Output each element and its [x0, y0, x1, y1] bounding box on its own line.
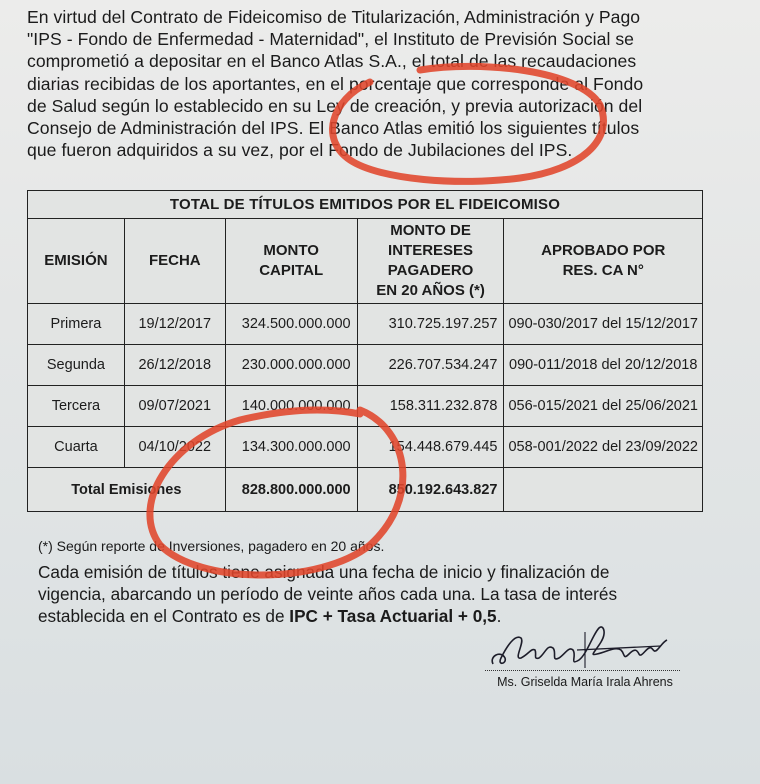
signature-block [485, 620, 685, 689]
closing-line: Cada emisión de títulos tiene asignada una fecha de inicio y finalización de [38, 562, 610, 582]
header-text: MONTO [263, 242, 319, 259]
closing-paragraph [38, 561, 728, 627]
cell-capital: 324.500.000.000 [225, 304, 357, 345]
cell-emision: Segunda [28, 345, 125, 386]
cell-emision: Cuarta [28, 427, 125, 468]
total-capital: 828.800.000.000 [225, 468, 357, 512]
handwritten-signature-icon [485, 620, 685, 672]
total-intereses: 850.192.643.827 [357, 468, 504, 512]
signature-line [485, 670, 680, 671]
table-total-row [28, 468, 703, 512]
intro-line: que fueron adquiridos a su vez, por el Fondo de Jubilaciones del IPS. [27, 140, 573, 161]
header-text: PAGADERO [387, 262, 474, 279]
header-fecha: FECHA [124, 219, 225, 304]
intro-line: En virtud del Contrato de Fideicomiso de Titularización, Administración y Pago [27, 7, 641, 27]
cell-capital: 230.000.000.000 [225, 345, 357, 386]
header-text: APROBADO POR [541, 242, 666, 259]
closing-line: vigencia, abarcando un período de veinte años cada una. La tasa de interés [38, 584, 618, 604]
header-text: INTERESES [388, 242, 474, 259]
cell-aprobado: 090-030/2017 del 15/12/2017 [504, 304, 703, 345]
total-label: Total Emisiones [28, 468, 226, 512]
intro-line: "IPS - Fondo de Enfermedad - Maternidad", el Instituto de Previsión Social se [27, 29, 635, 50]
cell-fecha: 09/07/2021 [124, 386, 225, 427]
cell-fecha: 26/12/2018 [124, 345, 225, 386]
cell-intereses: 310.725.197.257 [357, 304, 504, 345]
header-text: CAPITAL [259, 262, 324, 279]
table-row [28, 345, 703, 386]
interest-rate-formula: IPC + Tasa Actuarial + 0,5 [289, 606, 497, 626]
table-row [28, 304, 703, 345]
cell-intereses: 154.448.679.445 [357, 427, 504, 468]
closing-text: . [496, 606, 502, 626]
table-row [28, 427, 703, 468]
cell-aprobado: 090-011/2018 del 20/12/2018 [504, 345, 703, 386]
cell-intereses: 226.707.534.247 [357, 345, 504, 386]
cell-fecha: 19/12/2017 [124, 304, 225, 345]
table-row [28, 386, 703, 427]
footnote: (*) Según reporte de Inversiones, pagadero en 20 años. [38, 538, 385, 554]
header-text: RES. CA N° [562, 262, 644, 279]
intro-line: comprometió a depositar en el Banco Atlas S.A., el total de las recaudaciones [27, 51, 637, 72]
table-title: TOTAL DE TÍTULOS EMITIDOS POR EL FIDEICOMISO [28, 191, 703, 219]
cell-intereses: 158.311.232.878 [357, 386, 504, 427]
header-monto-intereses [357, 219, 504, 304]
header-text: EN 20 AÑOS (*) [376, 282, 485, 299]
cell-aprobado: 056-015/2021 del 25/06/2021 [504, 386, 703, 427]
header-emision: EMISIÓN [28, 219, 125, 304]
cell-fecha: 04/10/2022 [124, 427, 225, 468]
total-aprobado [504, 468, 703, 512]
signatory-name: Ms. Griselda María Irala Ahrens [497, 675, 673, 689]
cell-emision: Primera [28, 304, 125, 345]
header-text: MONTO DE [390, 222, 471, 239]
table-header-row [28, 219, 703, 304]
intro-paragraph [27, 6, 727, 161]
header-aprobado [504, 219, 703, 304]
table-title-row [28, 191, 703, 219]
cell-capital: 134.300.000.000 [225, 427, 357, 468]
cell-emision: Tercera [28, 386, 125, 427]
cell-aprobado: 058-001/2022 del 23/09/2022 [504, 427, 703, 468]
header-monto-capital [225, 219, 357, 304]
titles-table [27, 190, 703, 512]
cell-capital: 140.000.000.000 [225, 386, 357, 427]
intro-line: de Salud según lo establecido en su Ley de creación, y previa autorización del [27, 95, 643, 116]
intro-line: Consejo de Administración del IPS. El Banco Atlas emitió los siguientes títulos [27, 118, 640, 139]
closing-text: establecida en el Contrato es de [38, 606, 290, 626]
intro-line: diarias recibidas de los aportantes, en el porcentaje que corresponde al Fondo [27, 73, 644, 94]
